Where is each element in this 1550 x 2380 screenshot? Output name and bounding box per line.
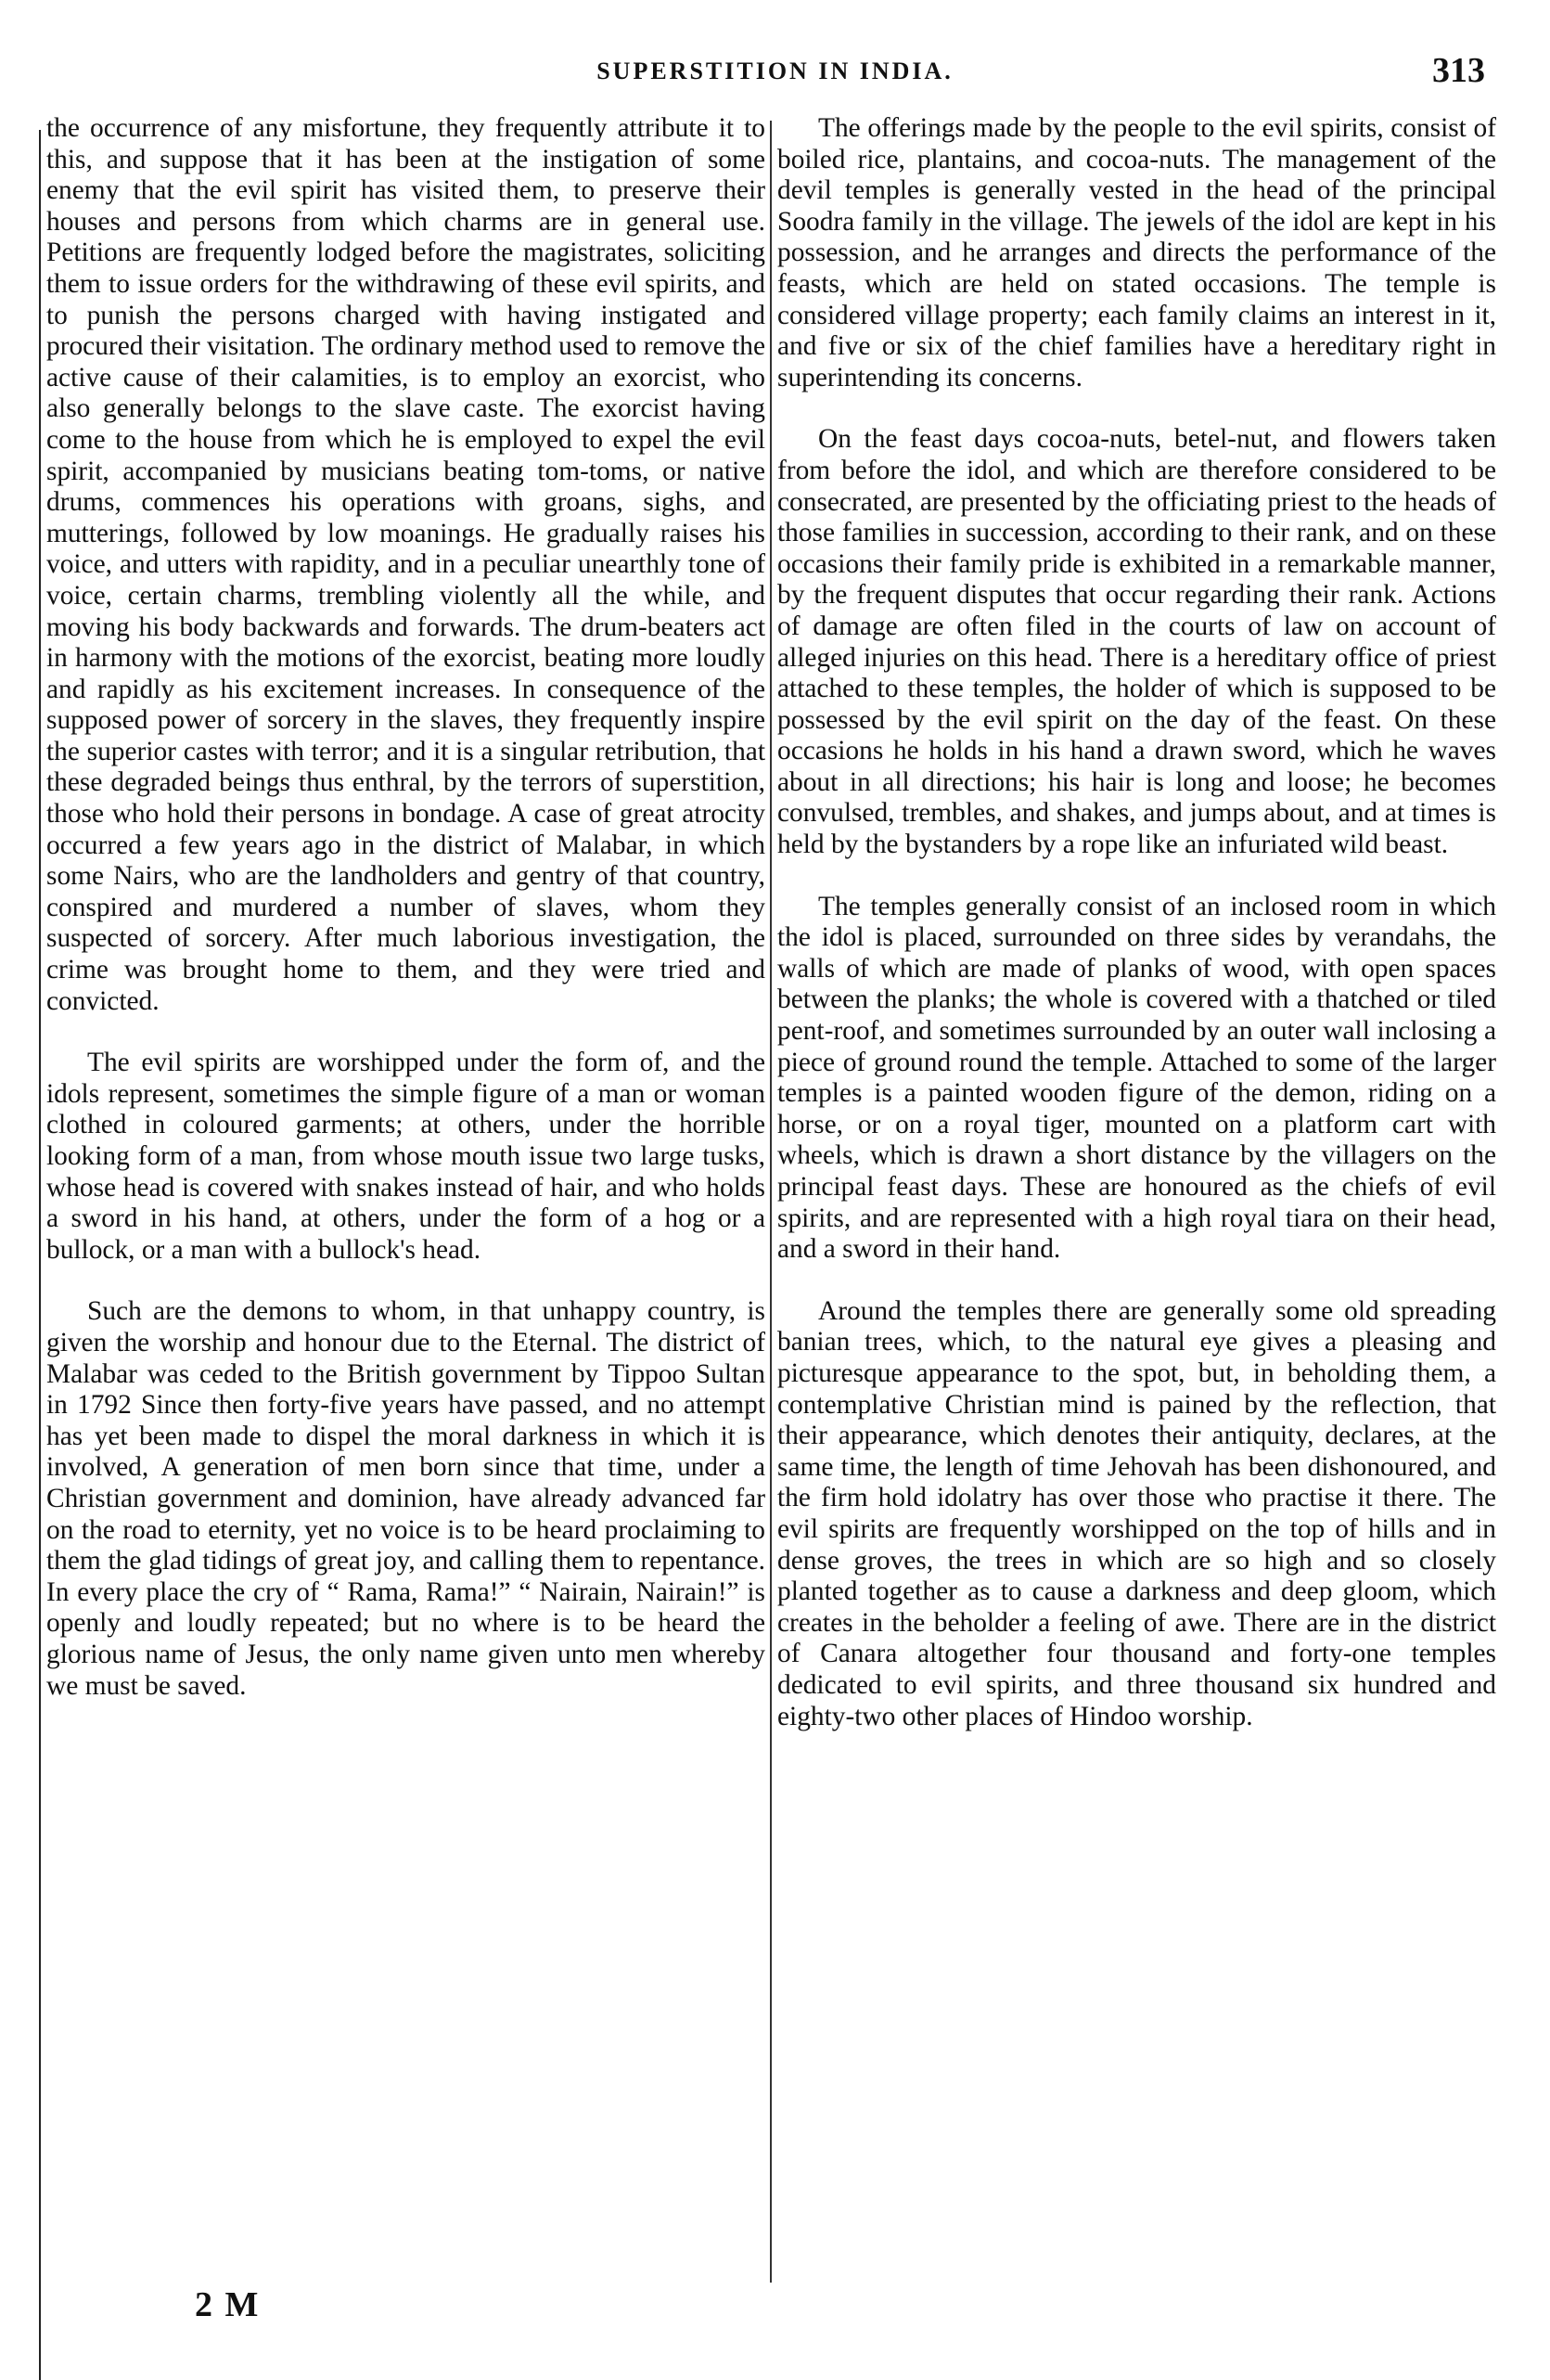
page-number: 313 bbox=[1432, 51, 1485, 90]
paragraph: On the feast days cocoa-nuts, betel-nut, and flowers taken from before the idol, and which are therefore considered to be consecrated, are presented by the officiating priest to the heads of those families in succession, according to their rank, and on these occasions their family pride is exhibited in a remarkable manner, by the frequent disputes that occur regarding their rank. Actions of damage are often filed in the courts of law on account of alleged injuries on this head. There is a hereditary office of priest attached to these temples, the holder of which is supposed to be possessed by the evil spirit on the day of the feast. On these occasions he holds in his hand a drawn sword, which he waves about in all directions; his hair is long and loose; he becomes convulsed, trembles, and shakes, and jumps about, and at times is held by the bystanders by a rope like an infuriated wild beast. bbox=[777, 424, 1496, 860]
paragraph: Around the temples there are generally some old spreading banian trees, which, to the natural eye gives a pleasing and picturesque appearance to the spot, but, in beholding them, a contemplative Christian mind is pained by the reflection, that their appearance, which denotes their antiquity, declares, at the same time, the length of time Jehovah has been dishonoured, and the firm hold idolatry has over those who practise it there. The evil spirits are frequently worshipped on the top of hills and in dense groves, the trees in which are so high and so closely planted together as to cause a darkness and deep gloom, which creates in the beholder a feeling of awe. There are in the district of Canara altogether four thousand and forty-one temples dedicated to evil spirits, and three thousand six hundred and eighty-two other places of Hindoo worship. bbox=[777, 1295, 1496, 1731]
left-column bbox=[46, 113, 765, 1702]
right-column bbox=[777, 113, 1496, 1732]
paragraph: The offerings made by the people to the evil spirits, consist of boiled rice, plantains, and cocoa-nuts. The management of the devil temples is generally vested in the head of the principal Soodra family in the village. The jewels of the idol are kept in his possession, and he arranges and directs the performance of the feasts, which are held on stated occasions. The temple is considered village property; each family claims an interest in it, and five or six of the chief families have a hereditary right in superintending its concerns. bbox=[777, 113, 1496, 392]
column-divider bbox=[770, 121, 772, 2283]
running-head: SUPERSTITION IN INDIA. bbox=[596, 58, 954, 84]
page-header bbox=[0, 45, 1550, 100]
paragraph: Such are the demons to whom, in that unhappy country, is given the worship and honour due to the Eternal. The district of Malabar was ceded to the British government by Tippoo Sultan in 1792 Since then forty-five years have passed, and no attempt has yet been made to dispel the moral darkness in which it is involved, A generation of men born since that time, under a Christian government and dominion, have already advanced far on the road to eternity, yet no voice is to be heard proclaiming to them the glad tidings of great joy, and calling them to repentance. In every place the cry of “ Rama, Rama!” “ Nairain, Nairain!” is openly and loudly repeated; but no where is to be heard the glorious name of Jesus, the only name given unto men whereby we must be saved. bbox=[46, 1296, 765, 1701]
paragraph: The evil spirits are worshipped under the form of, and the idols represent, sometimes the simple figure of a man or woman clothed in coloured garments; at others, under the horrible looking form of a man, from whose mouth issue two large tusks, whose head is covered with snakes instead of hair, and who holds a sword in his hand, at others, under the form of a hog or a bullock, or a man with a bullock's head. bbox=[46, 1048, 765, 1265]
page-edge-rule bbox=[39, 130, 41, 2380]
paragraph: the occurrence of any misfortune, they frequently attribute it to this, and suppose that it has been at the instigation of some enemy that the evil spirit has visited them, to preserve their houses and persons from which charms are in general use. Petitions are frequently lodged before the magistrates, soliciting them to issue orders for the withdrawing of these evil spirits, and to punish the persons charged with having instigated and procured their visitation. The ordinary method used to remove the active cause of their calamities, is to employ an exorcist, who also generally belongs to the slave caste. The exorcist having come to the house from which he is employed to expel the evil spirit, accompanied by musicians beating tom-toms, or native drums, commences his operations with groans, sighs, and mutterings, followed by low moanings. He gradually raises his voice, and utters with rapidity, and in a peculiar unearthly tone of voice, certain charms, trembling violently all the while, and moving his body backwards and forwards. The drum-beaters act in harmony with the motions of the exorcist, beating more loudly and rapidly as his excitement increases. In consequence of the supposed power of sorcery in the slaves, they frequently inspire the superior castes with terror; and it is a singular retribution, that these degraded beings thus enthral, by the terrors of superstition, those who hold their persons in bondage. A case of great atrocity occurred a few years ago in the district of Malabar, in which some Nairs, who are the landholders and gentry of that country, conspired and murdered a number of slaves, whom they suspected of sorcery. After much laborious investigation, the crime was brought home to them, and they were tried and convicted. bbox=[46, 113, 765, 1016]
signature-mark: 2 M bbox=[195, 2285, 261, 2324]
paragraph: The temples generally consist of an inclosed room in which the idol is placed, surrounded on three sides by verandahs, the walls of which are made of planks of wood, with open spaces between the planks; the whole is covered with a thatched or tiled pent-roof, and sometimes surrounded by an outer wall inclosing a piece of ground round the temple. Attached to some of the larger temples is a painted wooden figure of the demon, riding on a horse, or on a royal tiger, mounted on a platform cart with wheels, which is drawn a short distance by the villagers on the principal feast days. These are honoured as the chiefs of evil spirits, and are represented with a high royal tiara on their head, and a sword in their hand. bbox=[777, 891, 1496, 1265]
